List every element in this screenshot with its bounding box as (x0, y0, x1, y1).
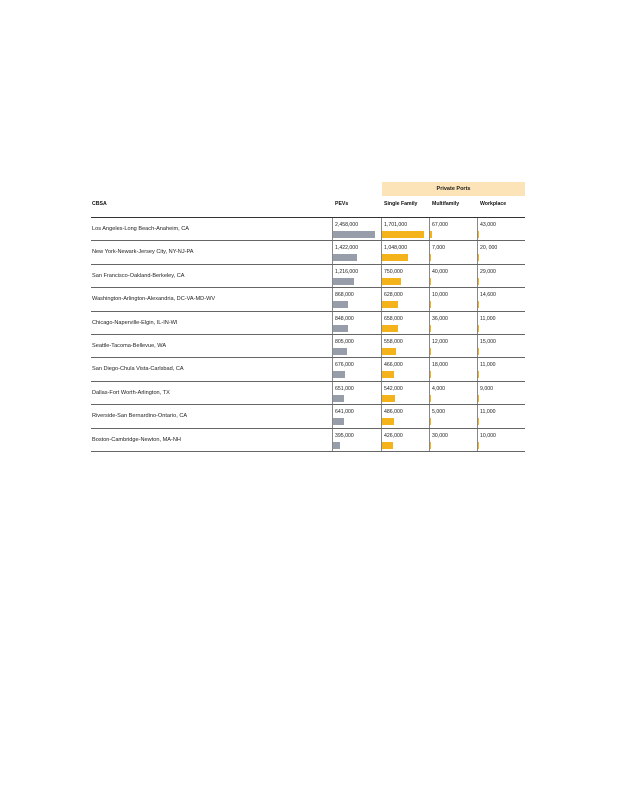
pevs-bar (333, 371, 345, 378)
pevs-value: 1,422,000 (335, 245, 359, 252)
col-header-multifamily: Multifamily (432, 201, 460, 207)
workplace-bar (478, 325, 479, 332)
single-family-value: 1,701,000 (384, 222, 408, 228)
col-header-pevs: PEVs (335, 201, 349, 207)
single-family-cell (381, 358, 429, 380)
multifamily-bar (430, 231, 432, 238)
pevs-bar (333, 348, 347, 355)
workplace-value: 29,000 (480, 268, 496, 275)
table-row (91, 335, 525, 358)
single-family-bar (382, 418, 394, 425)
multifamily-value: 40,000 (432, 268, 448, 275)
table-row (91, 405, 525, 428)
single-family-cell (381, 312, 429, 334)
multifamily-value: 18,000 (432, 362, 448, 369)
workplace-cell (477, 358, 525, 380)
col-header-cbsa: CBSA (92, 201, 107, 207)
workplace-cell (477, 241, 525, 263)
multifamily-cell (429, 265, 477, 287)
single-family-bar (382, 442, 393, 449)
workplace-cell (477, 218, 525, 240)
group-header-row (91, 182, 525, 196)
single-family-cell (381, 382, 429, 404)
workplace-value: 10,000 (480, 432, 496, 439)
pevs-value: 848,000 (335, 315, 354, 322)
table-row (91, 218, 525, 241)
pevs-bar (333, 278, 354, 285)
single-family-bar (382, 254, 408, 261)
pevs-bar (333, 301, 348, 308)
multifamily-cell (429, 405, 477, 427)
multifamily-value: 67,000 (432, 222, 448, 228)
pevs-bar (333, 418, 344, 425)
workplace-value: 20, 000 (480, 245, 498, 252)
multifamily-cell (429, 288, 477, 310)
multifamily-bar (430, 442, 431, 449)
pevs-bar (333, 231, 375, 238)
single-family-cell (381, 335, 429, 357)
pevs-cell (332, 241, 381, 263)
pevs-cell (332, 288, 381, 310)
table-row (91, 429, 525, 452)
single-family-value: 426,000 (384, 432, 403, 439)
workplace-value: 9,000 (480, 385, 493, 392)
pevs-value: 2,458,000 (335, 222, 359, 228)
multifamily-cell (429, 382, 477, 404)
single-family-value: 1,048,000 (384, 245, 408, 252)
workplace-bar (478, 442, 479, 449)
workplace-cell (477, 429, 525, 451)
workplace-bar (478, 418, 479, 425)
workplace-bar (478, 371, 479, 378)
single-family-bar (382, 348, 396, 355)
workplace-value: 11,000 (480, 362, 496, 369)
pevs-value: 395,000 (335, 432, 354, 439)
multifamily-value: 5,000 (432, 409, 445, 416)
pevs-bar (333, 254, 357, 261)
workplace-bar (478, 231, 479, 238)
pevs-cell (332, 429, 381, 451)
pevs-cell (332, 358, 381, 380)
workplace-cell (477, 382, 525, 404)
table-row (91, 265, 525, 288)
multifamily-value: 12,000 (432, 338, 448, 345)
multifamily-value: 7,000 (432, 245, 445, 252)
cbsa-name: San Francisco-Oakland-Berkeley, CA (92, 272, 185, 279)
multifamily-cell (429, 218, 477, 240)
cbsa-name: Los Angeles-Long Beach-Anaheim, CA (92, 226, 190, 232)
cbsa-name: Dallas-Fort Worth-Arlington, TX (92, 389, 170, 396)
private-ports-group-header: Private Ports (382, 182, 525, 196)
single-family-cell (381, 429, 429, 451)
pevs-cell (332, 218, 381, 240)
multifamily-value: 10,000 (432, 292, 448, 299)
workplace-bar (478, 395, 479, 402)
cbsa-name: San Diego-Chula Vista-Carlsbad, CA (92, 366, 184, 373)
cbsa-name: Seattle-Tacoma-Bellevue, WA (92, 342, 167, 349)
pevs-cell (332, 335, 381, 357)
column-header-row (91, 196, 525, 218)
pevs-cell (332, 265, 381, 287)
multifamily-value: 30,000 (432, 432, 448, 439)
single-family-bar (382, 325, 398, 332)
pevs-value: 868,000 (335, 292, 354, 299)
multifamily-bar (430, 348, 431, 355)
pevs-bar (333, 442, 340, 449)
single-family-cell (381, 288, 429, 310)
table-row (91, 312, 525, 335)
workplace-cell (477, 335, 525, 357)
multifamily-value: 4,000 (432, 385, 445, 392)
multifamily-value: 36,000 (432, 315, 448, 322)
workplace-cell (477, 265, 525, 287)
workplace-cell (477, 405, 525, 427)
single-family-cell (381, 241, 429, 263)
single-family-bar (382, 278, 401, 285)
workplace-value: 11,000 (480, 315, 496, 322)
table-row (91, 382, 525, 405)
table-row (91, 358, 525, 381)
table-row (91, 241, 525, 264)
cbsa-name: New York-Newark-Jersey City, NY-NJ-PA (92, 249, 194, 256)
pevs-value: 676,000 (335, 362, 354, 369)
workplace-cell (477, 288, 525, 310)
single-family-value: 466,000 (384, 362, 403, 369)
pevs-value: 641,000 (335, 409, 354, 416)
multifamily-bar (430, 325, 431, 332)
table-body (91, 218, 525, 452)
pevs-bar (333, 395, 344, 402)
cbsa-charging-table (91, 182, 525, 452)
single-family-value: 628,000 (384, 292, 403, 299)
single-family-value: 750,000 (384, 268, 403, 275)
multifamily-cell (429, 358, 477, 380)
multifamily-bar (430, 371, 431, 378)
multifamily-cell (429, 335, 477, 357)
workplace-bar (478, 254, 479, 261)
table-row (91, 288, 525, 311)
single-family-value: 486,000 (384, 409, 403, 416)
single-family-bar (382, 301, 398, 308)
pevs-bar (333, 325, 348, 332)
single-family-value: 658,000 (384, 315, 403, 322)
single-family-bar (382, 395, 395, 402)
pevs-value: 651,000 (335, 385, 354, 392)
single-family-value: 558,000 (384, 338, 403, 345)
col-header-workplace: Workplace (480, 201, 507, 207)
cbsa-name: Washington-Arlington-Alexandria, DC-VA-MD-WV (92, 296, 216, 303)
single-family-value: 542,000 (384, 385, 403, 392)
workplace-bar (478, 348, 479, 355)
single-family-cell (381, 218, 429, 240)
workplace-cell (477, 312, 525, 334)
multifamily-bar (430, 418, 431, 425)
single-family-cell (381, 265, 429, 287)
multifamily-bar (430, 254, 431, 261)
pevs-cell (332, 312, 381, 334)
workplace-bar (478, 278, 479, 285)
workplace-value: 11,000 (480, 409, 496, 416)
pevs-value: 805,000 (335, 338, 354, 345)
multifamily-bar (430, 301, 431, 308)
multifamily-bar (430, 395, 431, 402)
multifamily-cell (429, 241, 477, 263)
pevs-value: 1,216,000 (335, 268, 359, 275)
multifamily-cell (429, 429, 477, 451)
workplace-value: 15,000 (480, 338, 496, 345)
multifamily-bar (430, 278, 431, 285)
single-family-cell (381, 405, 429, 427)
workplace-value: 14,600 (480, 292, 496, 299)
single-family-bar (382, 371, 394, 378)
workplace-value: 43,000 (480, 222, 496, 228)
multifamily-cell (429, 312, 477, 334)
single-family-bar (382, 231, 424, 238)
cbsa-name: Chicago-Naperville-Elgin, IL-IN-WI (92, 319, 178, 326)
cbsa-name: Boston-Cambridge-Newton, MA-NH (92, 436, 181, 443)
pevs-cell (332, 405, 381, 427)
workplace-bar (478, 301, 479, 308)
col-header-single-family: Single Family (384, 201, 418, 207)
pevs-cell (332, 382, 381, 404)
cbsa-name: Riverside-San Bernardino-Ontario, CA (92, 413, 188, 420)
